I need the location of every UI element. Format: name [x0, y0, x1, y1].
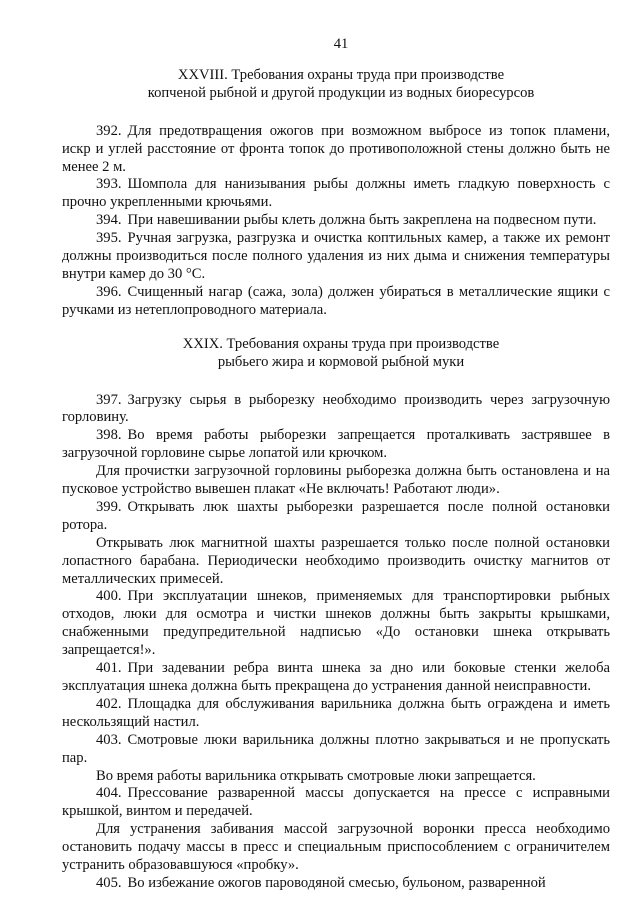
paragraph-number: 396. [96, 283, 122, 300]
paragraph-text: При задевании ребра винта шнека за дно или боковые стенки желоба эксплуатация шнека должна быть прекращена до устранения данной неисправности. [62, 660, 610, 694]
paragraph-404-cont: Для устранения забивания массой загрузочной воронки пресса необходимо остановить подачу массы в пресс и специальным приспособлением с ограничителем устранить образовавшуюся «пробку». [62, 821, 610, 874]
paragraph-399-cont: Открывать люк магнитной шахты разрешается только после полной остановки лопастного барабана. Периодически необходимо производить очистку магнитов от металлических примесей. [62, 534, 610, 587]
paragraph-401 [62, 660, 610, 696]
paragraph-number: 392. [96, 122, 122, 139]
paragraph-397 [62, 392, 610, 428]
paragraph-398 [62, 427, 610, 463]
section-heading-line: XXVIII. Требования охраны труда при производстве [177, 66, 505, 83]
paragraph-number: 404. [96, 785, 122, 802]
paragraph-396 [62, 284, 610, 320]
paragraph-394 [62, 212, 610, 230]
paragraph-text: Счищенный нагар (сажа, зола) должен убираться в металлические ящики с ручками из нетеплопроводного материала. [62, 283, 610, 318]
paragraph-text: При эксплуатации шнеков, применяемых для транспортировки рыбных отходов, люки для осмотра и чистки шнеков должны быть закрыты крышками, снабженными предупредительной надписью «До остановки шнека открывать запрещается!». [62, 588, 610, 659]
paragraph-text: Площадка для обслуживания варильника должна быть ограждена и иметь нескользящий настил. [62, 695, 610, 730]
paragraph-text: Ручная загрузка, разгрузка и очистка коптильных камер, а также их ремонт должны производиться после полного удаления из них дыма и снижения температуры внутри камер до 30 °С. [62, 230, 610, 282]
paragraph-number: 402. [96, 695, 122, 712]
paragraph-number: 393. [96, 176, 122, 193]
paragraph-number: 400. [96, 588, 122, 605]
paragraph-number: 401. [96, 660, 122, 677]
paragraph-number: 403. [96, 731, 122, 748]
paragraph-number: 394. [96, 212, 122, 229]
paragraph-text: Прессование разваренной массы допускается на прессе с исправными крышкой, винтом и передачей. [62, 785, 610, 820]
paragraph-403-cont: Во время работы варильника открывать смотровые люки запрещается. [96, 767, 536, 784]
paragraph-403 [62, 732, 610, 768]
section-heading-line: копченой рыбной и другой продукции из водных биоресурсов [147, 84, 535, 101]
paragraph-number: 397. [96, 391, 122, 408]
paragraph-text: Смотровые люки варильника должны плотно закрываться и не пропускать пар. [62, 731, 610, 766]
section-heading-line: XXIX. Требования охраны труда при производстве [182, 335, 500, 352]
paragraph-text: Во время работы рыборезки запрещается проталкивать застрявшее в загрузочной горловине сырье лопатой или крючком. [62, 427, 610, 462]
paragraph-text: Открывать люк шахты рыборезки разрешается после полной остановки ротора. [62, 498, 610, 533]
paragraph-400 [62, 588, 610, 660]
section-heading-28 [62, 67, 610, 103]
paragraph-405 [62, 875, 610, 893]
section-heading-line: рыбьего жира и кормовой рыбной муки [217, 353, 465, 370]
paragraph-text: Для предотвращения ожогов при возможном выбросе из топок пламени, искр и углей расстояние от фронта топок до противоположной стены должно быть не менее 2 м. [62, 122, 610, 175]
paragraph-398-cont: Для прочистки загрузочной горловины рыборезка должна быть остановлена и на пусковое устройство вывешен плакат «Не включать! Работают люди». [62, 463, 610, 498]
paragraph-393 [62, 176, 610, 212]
paragraph-399 [62, 499, 610, 535]
paragraph-392 [62, 123, 610, 177]
section-heading-29 [62, 336, 610, 372]
section-spacer [62, 320, 610, 336]
paragraph-text: Загрузку сырья в рыборезку необходимо производить через загрузочную горловину. [62, 391, 610, 426]
paragraph-402 [62, 696, 610, 732]
paragraph-number: 395. [96, 230, 122, 247]
paragraph-text: При навешивании рыбы клеть должна быть закреплена на подвесном пути. [127, 212, 597, 229]
paragraph-number: 398. [96, 427, 122, 444]
paragraph-text: Во избежание ожогов пароводяной смесью, бульоном, разваренной [127, 874, 546, 891]
paragraph-404 [62, 785, 610, 821]
paragraph-number: 399. [96, 498, 122, 515]
paragraph-text: Шомпола для нанизывания рыбы должны иметь гладкую поверхность с прочно укрепленными крючьями. [62, 176, 610, 211]
page-number: 41 [333, 36, 349, 52]
paragraph-number: 405. [96, 874, 122, 891]
paragraph-395 [62, 230, 610, 284]
